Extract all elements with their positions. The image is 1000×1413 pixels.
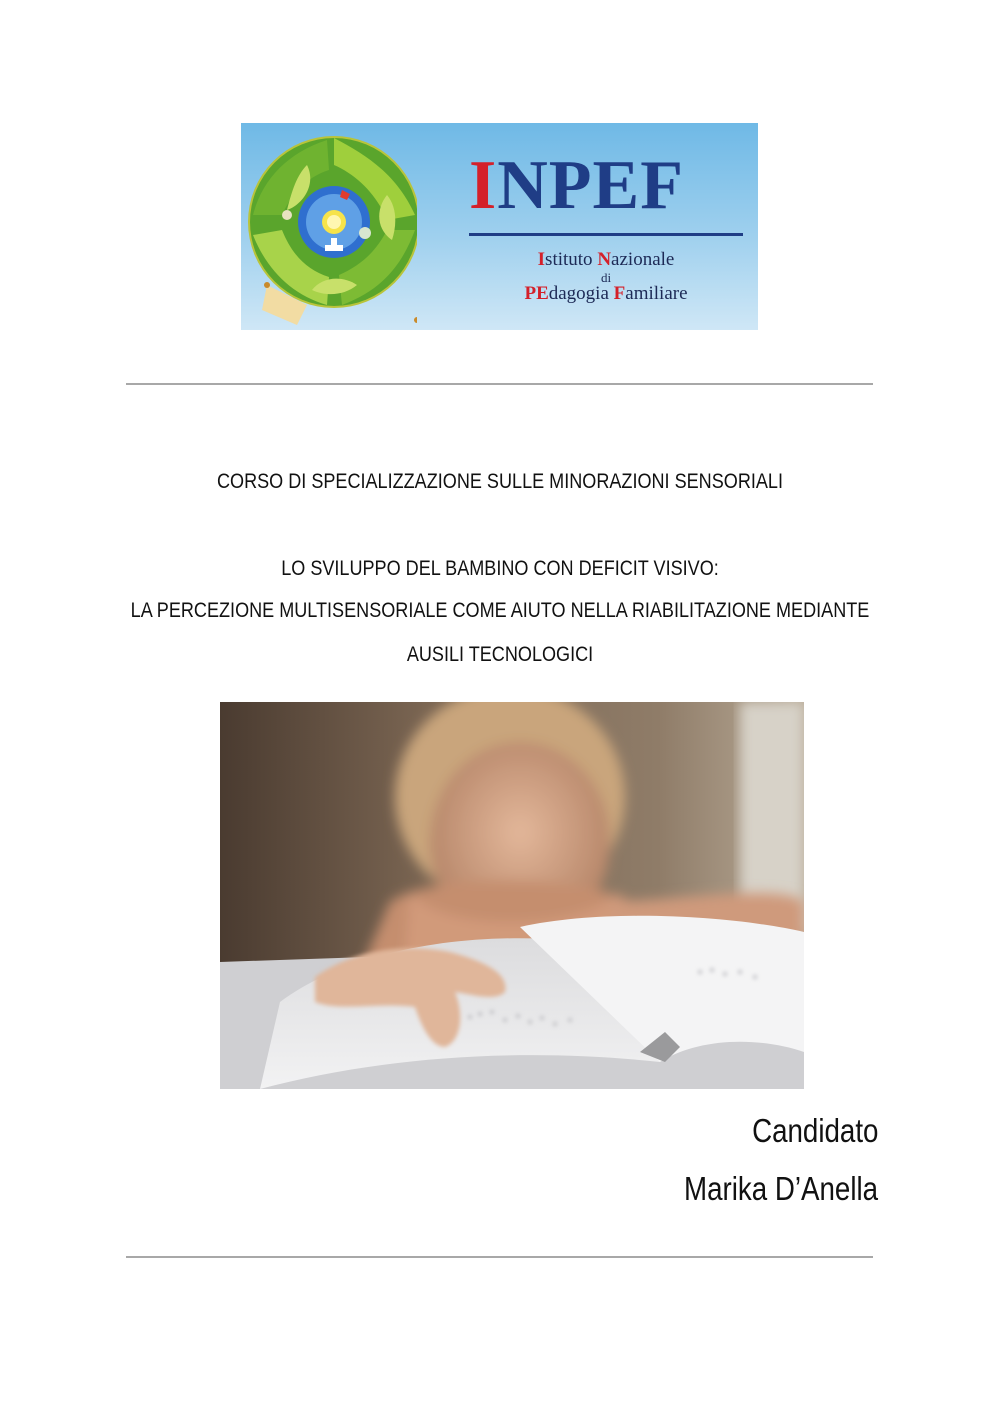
wordmark-rest: NPEF [497, 147, 685, 224]
thesis-title-line3: AUSILI TECNOLOGICI [406, 643, 594, 666]
logo-subtitle-line2: di [600, 270, 612, 285]
logo-subtitle-line1 [469, 249, 743, 271]
top-divider [126, 383, 873, 385]
inpef-emblem-icon [247, 135, 417, 330]
initial-n: N [597, 249, 612, 270]
initial-pe: PE [524, 283, 549, 304]
word-istituto: stituto [545, 249, 598, 270]
word-nazionale: azionale [611, 249, 675, 270]
wordmark-underline [469, 233, 743, 236]
bottom-divider [126, 1256, 873, 1258]
logo-subtitle-line3 [469, 283, 743, 305]
thesis-title-line2: LA PERCEZIONE MULTISENSORIALE COME AIUTO NELLA RIABILITAZIONE MEDIANTE [130, 599, 870, 622]
inpef-logo-banner [241, 123, 758, 330]
wordmark-initial: I [469, 147, 498, 224]
candidate-label: Candidato [751, 1112, 878, 1149]
braille-reading-image [220, 702, 804, 1089]
initial-f: F [613, 283, 626, 304]
word-pedagogia: dagogia [548, 283, 614, 304]
inpef-wordmark [469, 147, 685, 224]
braille-reading-photo [220, 702, 804, 1089]
word-familiare: amiliare [625, 283, 688, 304]
thesis-title-line1: LO SVILUPPO DEL BAMBINO CON DEFICIT VISIVO: [281, 557, 719, 580]
course-title: CORSO DI SPECIALIZZAZIONE SULLE MINORAZIONI SENSORIALI [216, 470, 783, 493]
initial-i: I [537, 249, 546, 270]
candidate-name: Marika D’Anella [683, 1170, 878, 1207]
